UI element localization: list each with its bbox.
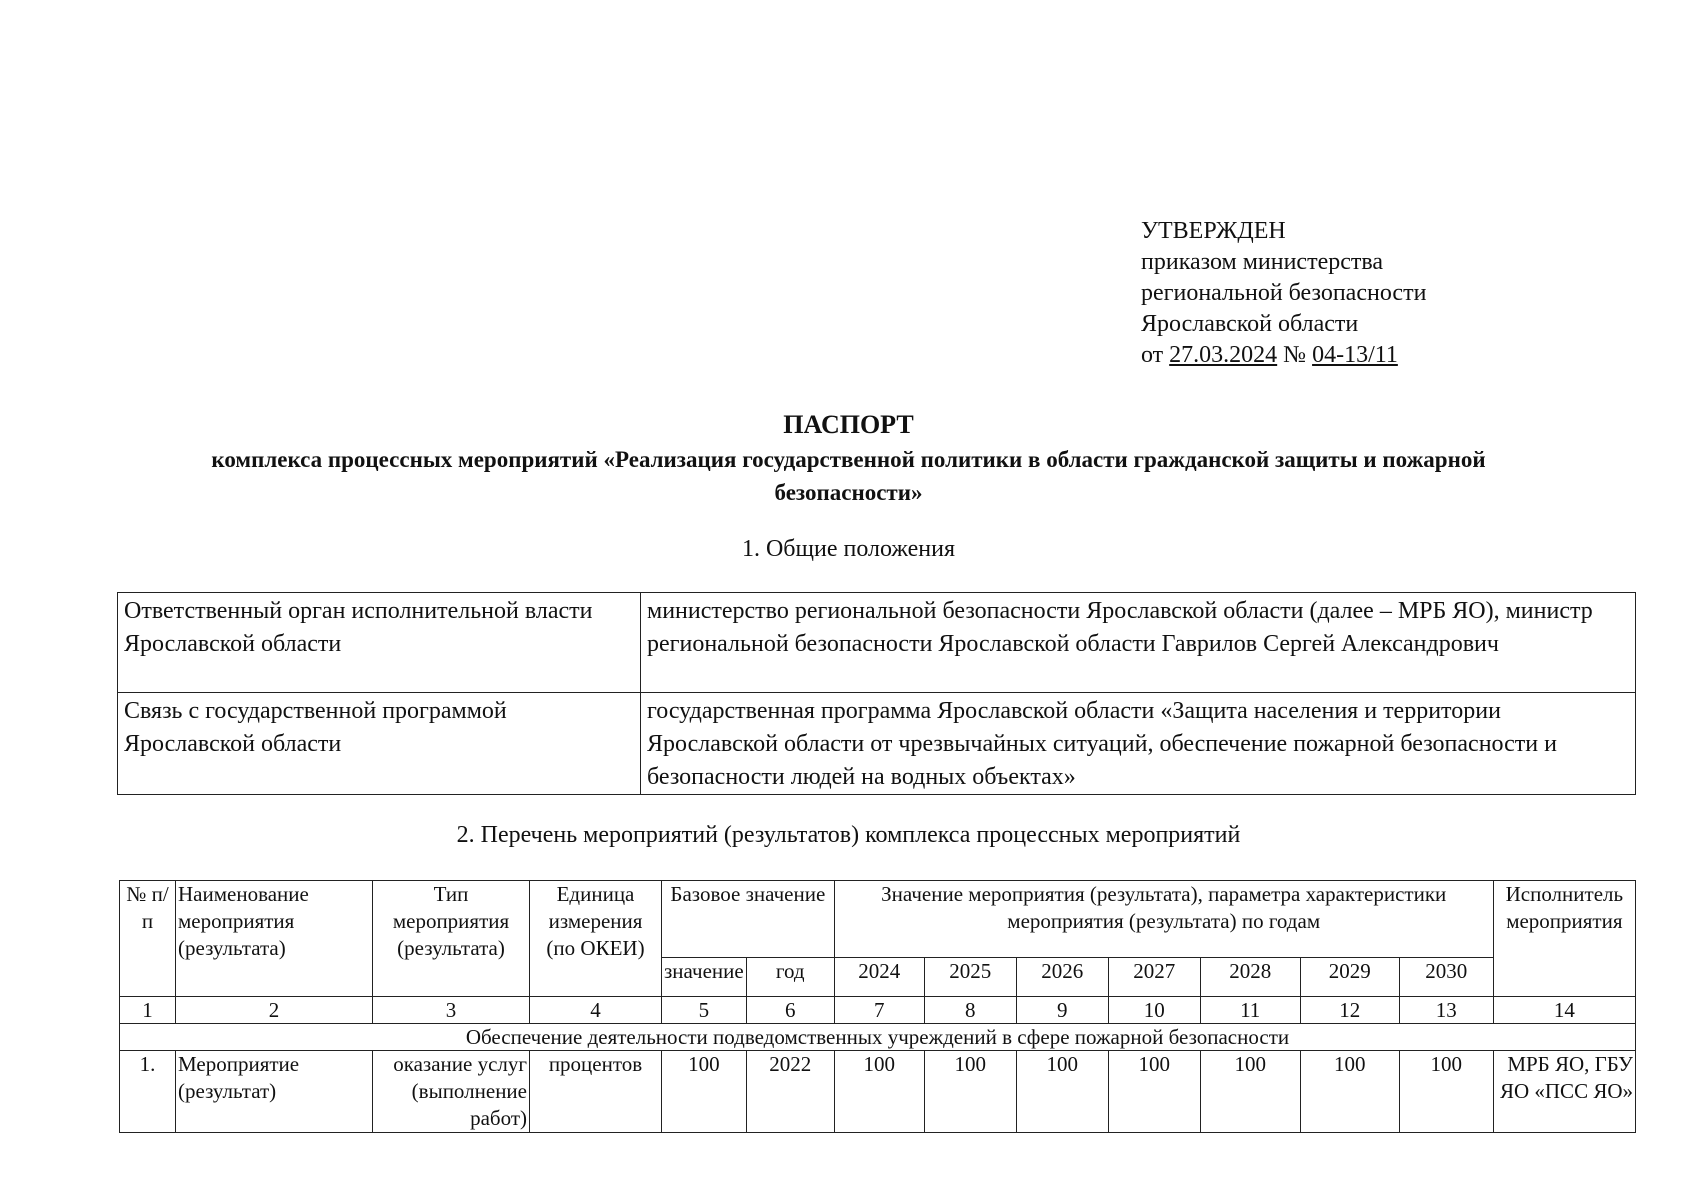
table-row	[118, 693, 1636, 795]
group-title: Обеспечение деятельности подведомственных учреждений в сфере пожарной безопасности	[120, 1024, 1636, 1051]
row-value: 100	[834, 1051, 924, 1133]
column-number: 1	[120, 997, 176, 1024]
header-values-by-year: Значение мероприятия (результата), параметра характеристики мероприятия (результата) по годам	[834, 881, 1493, 958]
row-executor: МРБ ЯО, ГБУ ЯО «ПСС ЯО»	[1493, 1051, 1635, 1133]
header-unit: Единица измерения (по ОКЕИ)	[530, 881, 662, 997]
column-number: 8	[924, 997, 1016, 1024]
column-number: 2	[176, 997, 373, 1024]
row-value: 100	[1200, 1051, 1300, 1133]
document-subtitle-text: комплекса процессных мероприятий «Реализация государственной политики в области гражданской защиты и пожарной безопасности»	[211, 447, 1486, 505]
approval-line-1: приказом министерства	[1141, 249, 1384, 275]
section-2-heading: 2. Перечень мероприятий (результатов) комплекса процессных мероприятий	[456, 822, 1241, 848]
row-name: Мероприятие (результат)	[176, 1051, 373, 1133]
header-name: Наименование мероприятия (результата)	[176, 881, 373, 997]
header-executor: Исполнитель мероприятия	[1493, 881, 1635, 997]
row-base-value: 100	[662, 1051, 747, 1133]
table-cell-label: Связь с государственной программой Ярославской области	[118, 693, 641, 795]
document-subtitle	[0, 443, 1697, 509]
header-num: № п/п	[120, 881, 176, 997]
approval-heading: УТВЕРЖДЕН	[1141, 218, 1286, 244]
approval-from-prefix: от	[1141, 342, 1164, 368]
header-base-year: год	[746, 957, 834, 996]
events-table	[119, 880, 1636, 1133]
approval-block	[1141, 216, 1426, 371]
approval-line-2: региональной безопасности	[1141, 280, 1427, 306]
row-value: 100	[1300, 1051, 1399, 1133]
header-year: 2026	[1016, 957, 1108, 996]
row-value: 100	[924, 1051, 1016, 1133]
column-number: 13	[1399, 997, 1493, 1024]
header-base: Базовое значение	[662, 881, 835, 958]
approval-line-3: Ярославской области	[1141, 311, 1359, 337]
row-value: 100	[1399, 1051, 1493, 1133]
column-number: 9	[1016, 997, 1108, 1024]
column-number: 6	[746, 997, 834, 1024]
header-base-value: значение	[662, 957, 747, 996]
header-year: 2024	[834, 957, 924, 996]
row-value: 100	[1108, 1051, 1200, 1133]
column-number: 7	[834, 997, 924, 1024]
table-row	[118, 593, 1636, 693]
approval-number-sign: №	[1283, 342, 1307, 368]
approval-number: 04-13/11	[1312, 342, 1398, 368]
column-numbers-row	[120, 997, 1636, 1024]
row-base-year: 2022	[746, 1051, 834, 1133]
approval-order-line	[1141, 340, 1426, 371]
column-number: 12	[1300, 997, 1399, 1024]
section-1-heading: 1. Общие положения	[741, 536, 956, 562]
column-number: 14	[1493, 997, 1635, 1024]
row-type: оказание услуг (выполнение работ)	[373, 1051, 530, 1133]
header-type: Тип мероприятия (результата)	[373, 881, 530, 997]
row-num: 1.	[120, 1051, 176, 1133]
table-cell-label: Ответственный орган исполнительной власти Ярославской области	[118, 593, 641, 693]
header-year: 2029	[1300, 957, 1399, 996]
approval-date: 27.03.2024	[1169, 342, 1278, 368]
header-year: 2030	[1399, 957, 1493, 996]
group-row	[120, 1024, 1636, 1051]
table-row	[120, 1051, 1636, 1133]
column-number: 3	[373, 997, 530, 1024]
header-row	[120, 881, 1636, 958]
header-year: 2025	[924, 957, 1016, 996]
general-provisions-table	[117, 592, 1636, 795]
row-value: 100	[1016, 1051, 1108, 1133]
column-number: 10	[1108, 997, 1200, 1024]
document-title: ПАСПОРТ	[783, 410, 914, 439]
column-number: 5	[662, 997, 747, 1024]
column-number: 4	[530, 997, 662, 1024]
header-year: 2027	[1108, 957, 1200, 996]
table-cell-value: министерство региональной безопасности Ярославской области (далее – МРБ ЯО), министр региональной безопасности Ярославской области Гаврилов Сергей Александрович	[641, 593, 1636, 693]
header-year: 2028	[1200, 957, 1300, 996]
table-cell-value: государственная программа Ярославской области «Защита населения и территории Ярославской области от чрезвычайных ситуаций, обеспечение пожарной безопасности и безопасности людей на водных объектах»	[641, 693, 1636, 795]
column-number: 11	[1200, 997, 1300, 1024]
row-unit: процентов	[530, 1051, 662, 1133]
